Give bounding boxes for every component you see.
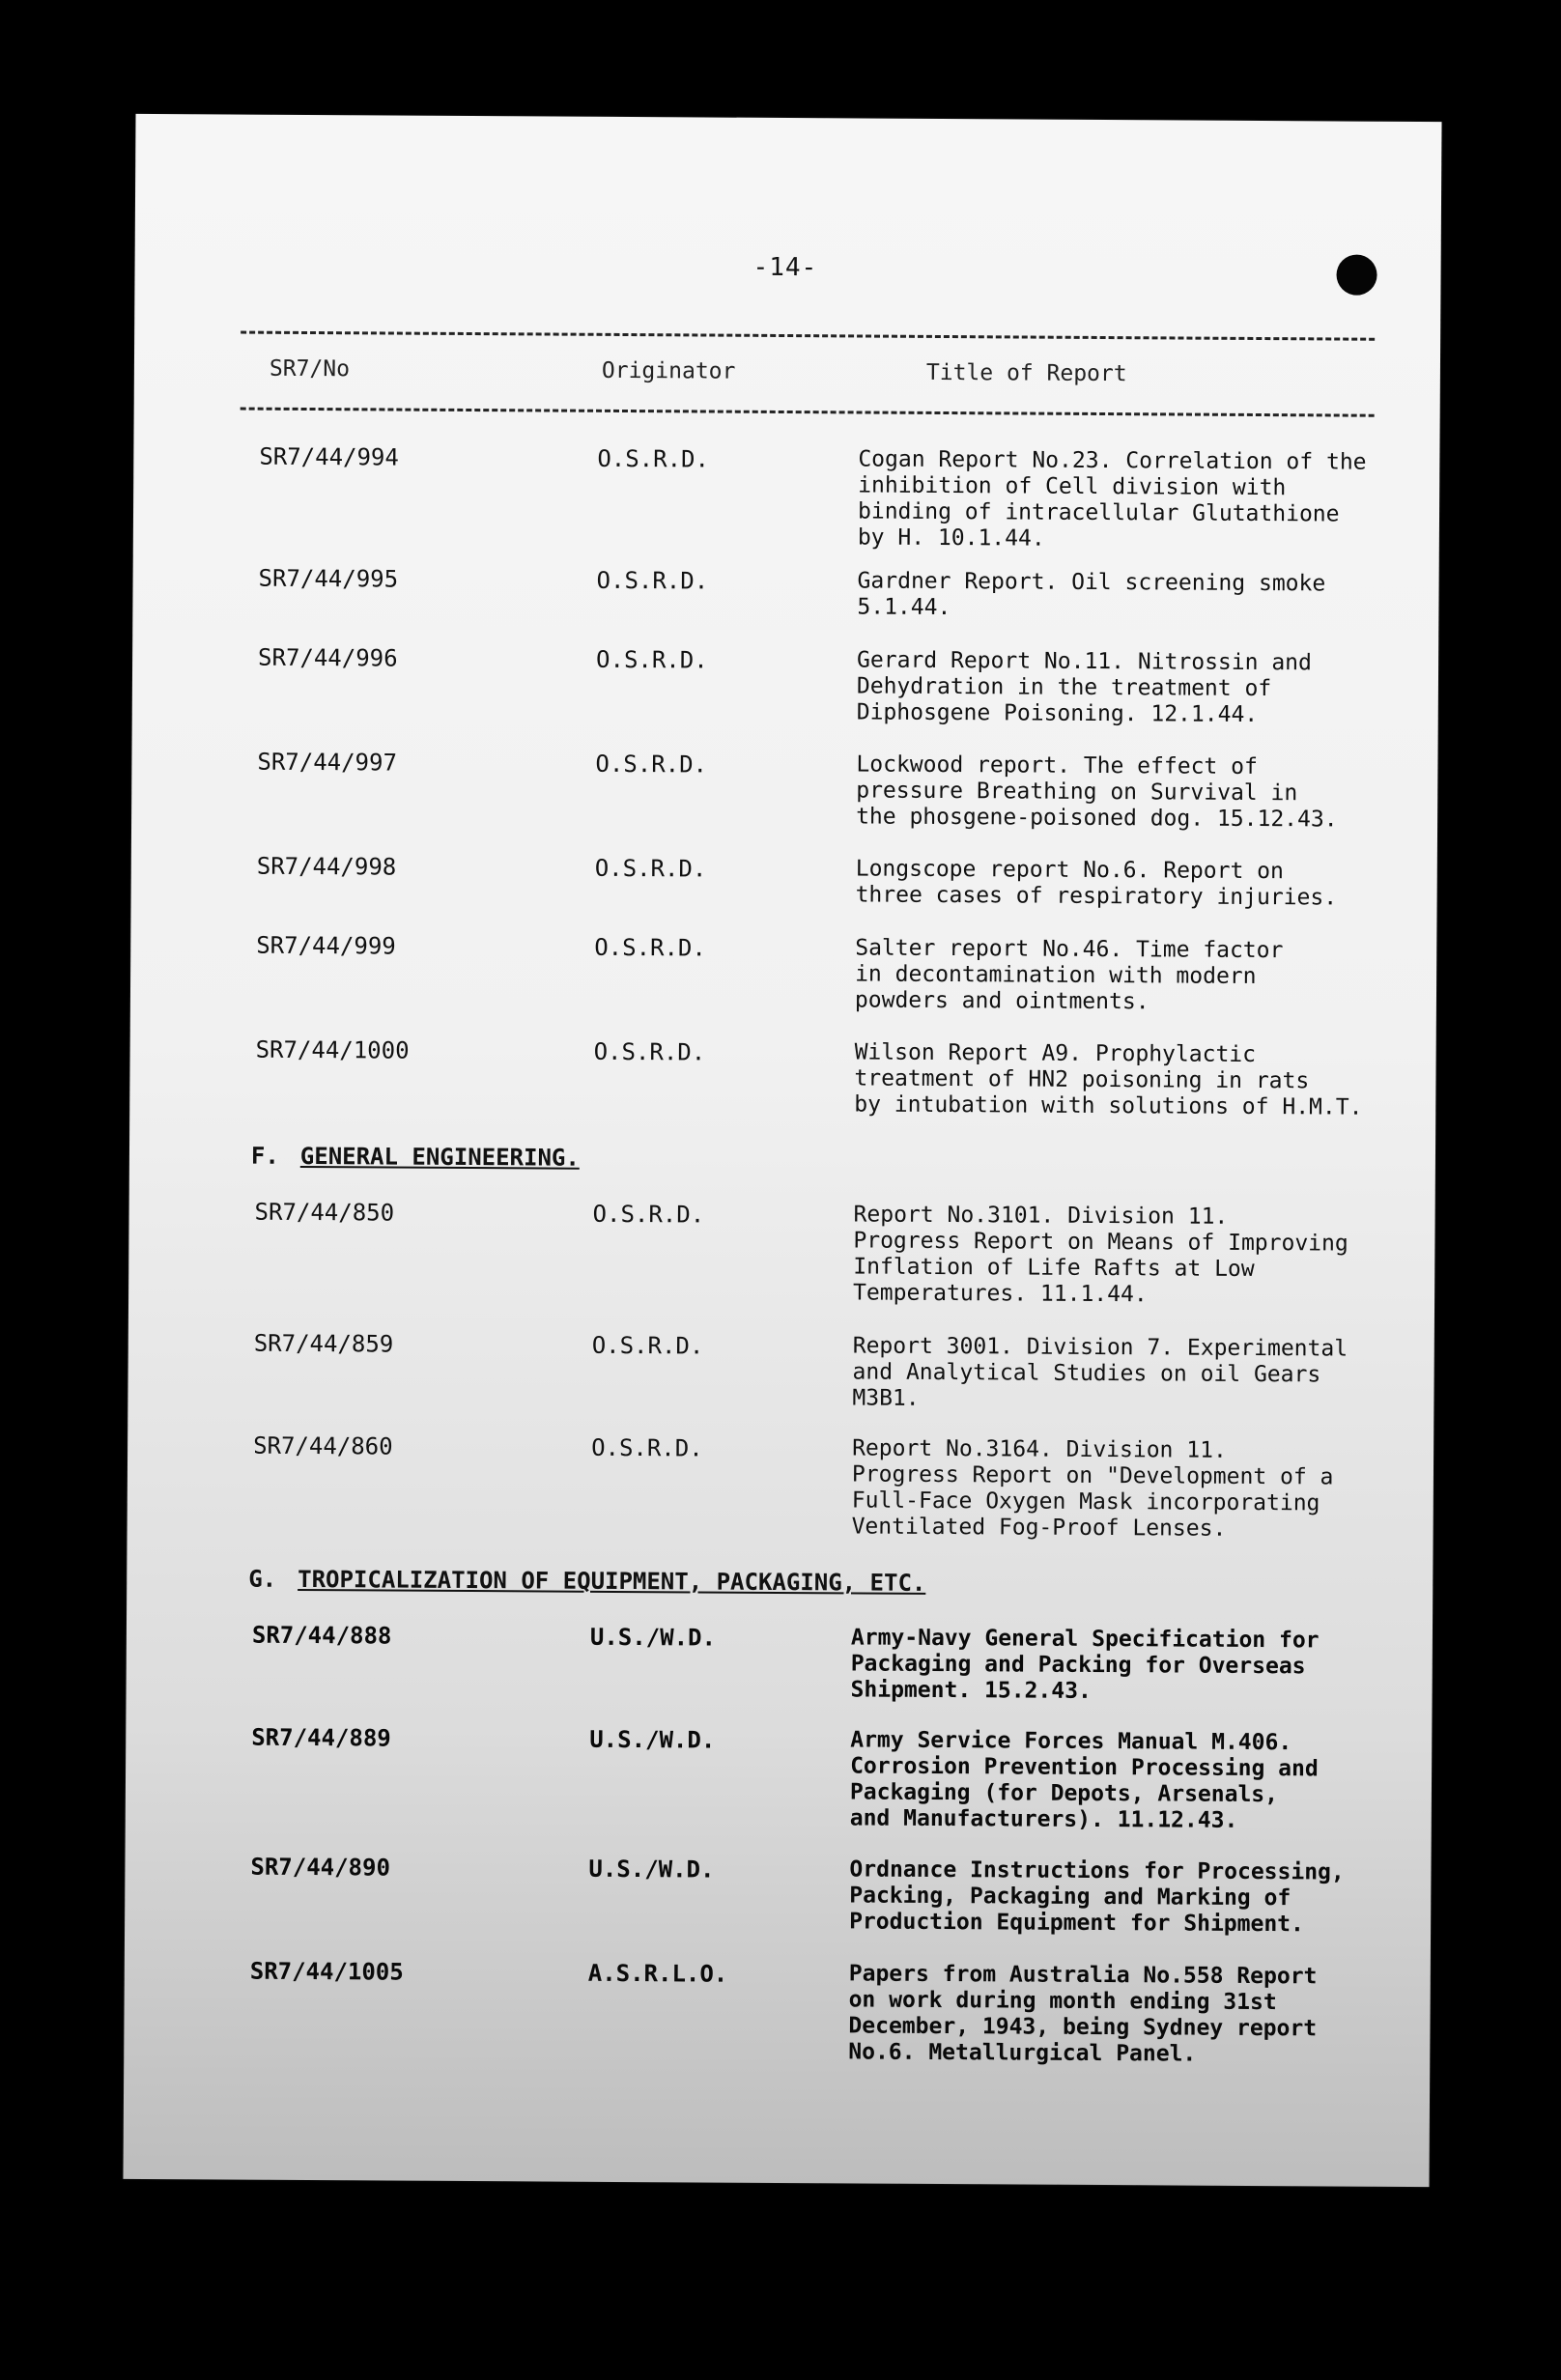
report-number: SR7/44/998 (256, 852, 397, 881)
report-number: SR7/44/999 (256, 931, 396, 960)
column-header-title: Title of Report (925, 359, 1127, 387)
report-title: Longscope report No.6. Report on three cases of respiratory injuries. (855, 856, 1338, 911)
column-header-sr-no: SR7/No (269, 355, 351, 382)
table-row (129, 1198, 1435, 1308)
section-heading-general-engineering (251, 1143, 580, 1172)
report-originator: U.S./W.D. (589, 1725, 716, 1754)
column-header-originator: Originator (601, 357, 736, 384)
table-row (126, 1853, 1432, 1938)
report-number: SR7/44/995 (258, 564, 399, 593)
table-row (127, 1621, 1433, 1704)
report-title: Cogan Report No.23. Correlation of the inhibition of Cell division with binding of intracellular Glutathione by H. 10.1.44. (857, 446, 1367, 552)
table-row (130, 931, 1436, 1015)
report-originator: O.S.R.D. (595, 750, 708, 779)
section-title: GENERAL ENGINEERING. (299, 1142, 580, 1172)
report-number: SR7/44/994 (259, 442, 399, 471)
document-page (123, 114, 1441, 2187)
report-title: Report 3001. Division 7. Experimental and Analytical Studies on oil Gears M3B1. (852, 1333, 1348, 1411)
page-number: -14- (752, 252, 818, 283)
report-originator: O.S.R.D. (596, 566, 709, 595)
table-row (133, 564, 1439, 621)
report-number: SR7/44/859 (253, 1329, 394, 1358)
report-originator: O.S.R.D. (592, 1200, 705, 1229)
table-row (126, 1723, 1432, 1833)
table-row (128, 1431, 1433, 1542)
report-originator: O.S.R.D. (594, 933, 706, 962)
table-row (132, 643, 1438, 727)
report-title: Army Service Forces Manual M.406. Corrosion Prevention Processing and Packaging (for Depots, Arsenals, and Manufacturers). 11.12.43. (849, 1727, 1319, 1833)
report-number: SR7/44/860 (253, 1431, 393, 1460)
report-title: Report No.3101. Division 11. Progress Report on Means of Improving Inflation of Life Rafts at Low Temperatures. 11.1.44. (853, 1202, 1348, 1308)
report-title: Gerard Report No.11. Nitrossin and Dehydration in the treatment of Diphosgene Poisoning. 12.1.44. (856, 647, 1312, 727)
report-title: Report No.3164. Division 11. Progress Report on "Development of a Full-Face Oxygen Mask incorporating Ventilated Fog-Proof Lenses. (851, 1435, 1334, 1542)
report-title: Gardner Report. Oil screening smoke 5.1.44. (857, 568, 1326, 621)
report-number: SR7/44/850 (254, 1198, 395, 1227)
report-number: SR7/44/889 (251, 1723, 391, 1752)
table-row (131, 852, 1437, 911)
report-number: SR7/44/997 (257, 748, 398, 777)
section-title: TROPICALIZATION OF EQUIPMENT, PACKAGING, ETC. (298, 1565, 926, 1597)
report-originator: O.S.R.D. (593, 1037, 706, 1066)
report-originator: O.S.R.D. (596, 645, 708, 674)
report-originator: O.S.R.D. (591, 1433, 703, 1462)
report-number: SR7/44/890 (250, 1853, 391, 1882)
report-originator: U.S./W.D. (589, 1623, 717, 1652)
report-originator: O.S.R.D. (594, 854, 707, 883)
section-heading-tropicalization (248, 1566, 925, 1597)
punch-hole (1336, 254, 1377, 295)
table-row (128, 1329, 1434, 1411)
report-number: SR7/44/1000 (255, 1035, 410, 1064)
header-top-rule (241, 331, 1375, 341)
header-bottom-rule (241, 408, 1375, 417)
report-title: Papers from Australia No.558 Report on work during month ending 31st December, 1943, being Sydney report No.6. Metallurgical Panel. (848, 1961, 1318, 2067)
report-originator: A.S.R.L.O. (587, 1959, 728, 1988)
table-row (132, 748, 1438, 833)
report-number: SR7/44/996 (258, 643, 398, 672)
report-title: Wilson Report A9. Prophylactic treatment of HN2 poisoning in rats by intubation with solutions of H.M.T. (854, 1039, 1363, 1120)
report-originator: U.S./W.D. (588, 1855, 715, 1884)
report-title: Army-Navy General Specification for Packaging and Packing for Overseas Shipment. 15.2.43. (850, 1625, 1320, 1704)
report-originator: O.S.R.D. (591, 1331, 704, 1360)
table-row (125, 1957, 1431, 2067)
report-title: Ordnance Instructions for Processing, Packing, Packaging and Marking of Production Equipment for Shipment. (849, 1856, 1345, 1938)
report-number: SR7/44/888 (251, 1621, 392, 1650)
section-letter: G. (248, 1565, 277, 1593)
report-originator: O.S.R.D. (597, 444, 710, 473)
table-row (133, 442, 1439, 552)
section-letter: F. (250, 1142, 279, 1170)
report-title: Lockwood report. The effect of pressure Breathing on Survival in the phosgene-poisoned dog. 15.12.43. (856, 751, 1338, 833)
report-title: Salter report No.46. Time factor in decontamination with modern powders and ointments. (854, 935, 1284, 1015)
table-row (130, 1035, 1436, 1120)
report-number: SR7/44/1005 (249, 1957, 404, 1986)
